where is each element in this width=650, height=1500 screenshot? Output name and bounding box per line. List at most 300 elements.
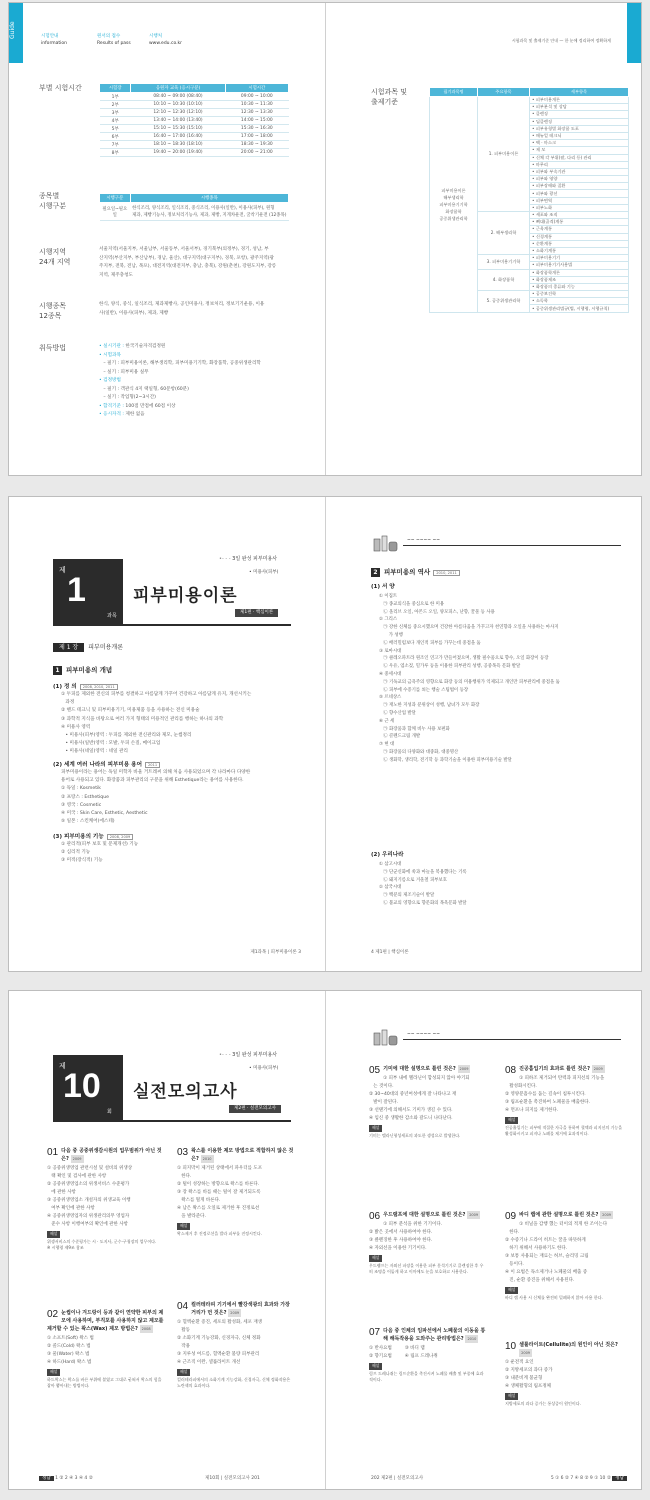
exam-year-badge: 2009 — [72, 1157, 82, 1161]
bullet: • — [532, 240, 536, 246]
detail-item-cell — [530, 240, 629, 247]
question-number: 03 — [177, 1147, 189, 1158]
cosmetics-icon — [371, 533, 401, 553]
chapter-number-box — [53, 1055, 123, 1121]
explanation — [177, 1369, 295, 1390]
page-footer: 202 제2편 | 실전모의고사 — [371, 1476, 424, 1481]
detail-item-cell — [530, 125, 629, 132]
question-text — [505, 1341, 623, 1357]
section-heading — [371, 567, 460, 578]
col-header: 시행구분 — [100, 194, 131, 203]
question-stem: 우드램프에 대한 설명으로 틀린 것은? — [383, 1212, 466, 1218]
table-row — [430, 97, 629, 104]
exam-year-badge: 2009 — [602, 1213, 612, 1217]
table-cell: 한식조리, 양식조리, 일식조리, 중식조리, 이용사(일반), 이용사(피부), 원형 제과, 제빵기능사, 정보처리기능사, 제과, 제빵, 지게차운전, 굴착기운전 (12종목) — [130, 203, 288, 221]
exam-tag: •- - - 3일 완성 피부미용사 — [219, 556, 278, 562]
method-list — [99, 343, 261, 420]
table-cell: 18:10 ~ 18:30 (18:10) — [131, 141, 225, 149]
exam-years: 2008, 2010, 2011 — [80, 684, 118, 690]
bullet: • — [532, 183, 536, 189]
table-row — [100, 101, 289, 109]
bullet: • — [532, 125, 536, 131]
table-cell: 12:10 ~ 12:30 (12:10) — [131, 109, 225, 117]
bullet: • — [532, 283, 536, 289]
bullet: • — [532, 276, 536, 282]
method-value: – 필기 : 피부미용이론, 해부생리학, 피부미용기기학, 화장품학, 공중위생관리학 — [99, 361, 261, 366]
bullet: • — [532, 197, 536, 203]
guide-spread — [8, 2, 642, 476]
ornament-script: ~~ ~~~~ ~~ — [407, 538, 441, 543]
region-text: 서울지역(서울지부, 서울남부, 서울동부, 서울서부), 경기북부(의정부), 경기, 성남, 부 산지역(부산지부, 부산남부), 경남, 울산), 대구지역(대구지부), 경북, 포항), 광주지역(광 주지부, 전북, 전남, 목포), 대전지역(대전지부, 충남, 충북), 강원(춘천), 강원도지부, 강릉 지역, 제주충청도 — [99, 247, 277, 278]
table-row — [100, 149, 289, 157]
detail-item-cell — [530, 298, 629, 305]
answer-options: ① 피부 내에 멜라닌이 합성되지 않아 야기되 는 것이다. ② 30~40대의 중년여성에게 잘 나타나고 재 발이 잘된다. ③ 선탠기에 의해서도 기미가 생길 수 있다. ④ 임신 중 생활한 감소와 갈도니 나타난다. — [369, 1076, 470, 1121]
question-text — [505, 1065, 623, 1073]
method-value: 한국기술자격검정원 — [123, 344, 166, 349]
table-row — [100, 117, 289, 125]
chapter-number: 10 — [63, 1067, 101, 1105]
answer-key-label: 정답 — [612, 1476, 627, 1481]
west-history-text: ① 이집트 ㉠ 종교의식을 중심으로 한 미용 ㉡ 올리브 오일, 아몬드 오일, 양모피스, 난향, 꿀물 등 사용 ② 그리스 ㉠ 강한 신체를 중요시했으며 건강한 아름다움을 가꾸고자 천연향과 오일을 사용하는 마사지 가 성행 ㉡ 배러밀럼보다 개인적 피부를 가꾸는데 중점을 둠 ③ 로마시대 ㉠ 클레오파트라 원조인 연고가 만들어졌으며, 생활 필수품으로 향수, 오일 화장이 등장 ㉡ 우유, 염소젖, 밀가루 등을 이용한 피부관리 성행, 공중목욕 문화 발달 ④ 중세시대 ㉠ 기독교의 금욕주의 영향으로 화장 등의 미용행위가 억제되고 개인만 피부관리에 중점을 둠 ㉡ 피부에 수증기를 쐬는 행술 스팀법이 등장 ⑤ 르네상스 ㉠ 재노한 지성과 분위상이 성행, 남녀가 모두 화장 ㉡ 향수산업 발달 ⑥ 근 세 ㉠ 화장품과 함께 비누 사용 보편화 ㉡ 콜렌드크림 개발 ⑦ 현 대 ㉠ 화장품의 다양화와 대중화, 대중명산 ㉡ 생화학, 생리학, 전기학 등 과학기술을 이용한 피부미용기술 발달 — [379, 594, 560, 763]
part-tag: 제2편 · 실전모의고사 — [229, 1105, 281, 1113]
answer-options: ① 피지막이 제거된 상태에서 파우더를 도포 한다. ② 털이 성장하는 방향으로 왁스를 바른다. ③ 장 왁스를 바를 때는 털이 잘 제거되도록 왁스를 떨게 바른다. ④ 남은 왁스를 오일로 제거한 후 진정로션 을 발라준다. — [177, 1166, 263, 1219]
part-tag: 제1편 · 핵심이론 — [235, 609, 278, 617]
explanation-label: 해설 — [369, 1255, 382, 1262]
detail-item-text: 팩 · 마스크 — [535, 140, 556, 146]
answer-options: ① 혈액순환 증진, 세포의 활성화, 세포 재생 활동 ② 소화기계 기능강화, 신경자극, 신체 정화 작용 ③ 지루성 여드름, 혈액순환 불량 피부관리 ④ 근조직 이완, 셀룰라이트 개선 — [177, 1320, 263, 1365]
table-cell: 09:00 ~ 10:00 — [225, 93, 288, 101]
method-item — [99, 386, 261, 395]
sub-tag-text: 미용사(피부) — [253, 570, 279, 575]
detail-item-cell — [530, 147, 629, 154]
method-key: • 합격기준 : — [99, 403, 124, 409]
subsection-title: (1) 정 의 — [53, 684, 77, 690]
sub-tag: • 미용사(피부) — [249, 1066, 279, 1071]
subsection-title: (3) 피부미용의 기능 — [53, 834, 104, 840]
exam-year-badge: 2008 — [141, 1327, 151, 1331]
answer-key-values: 1 ② 2 ④ 3 ④ 4 ② — [55, 1476, 93, 1481]
table-cell: 8부 — [100, 149, 131, 157]
question — [505, 1341, 623, 1407]
explanation — [505, 1393, 623, 1407]
main-item-cell: 5. 공중위생관리학 — [478, 291, 530, 313]
bullet: • — [532, 298, 536, 304]
explanation — [47, 1369, 165, 1390]
guide-tab: Guide — [9, 3, 23, 63]
detail-item-text: 신경계통 — [535, 233, 552, 239]
bullet: • — [532, 168, 536, 174]
section-number: 1 — [53, 666, 62, 675]
chapter-title: 실전모의고사 — [133, 1082, 238, 1101]
chapter-label-box: 제 1 장 — [53, 643, 84, 652]
detail-item-cell — [530, 111, 629, 118]
method-value: 제한 없음 — [123, 412, 145, 417]
question-text — [369, 1211, 487, 1219]
method-item — [99, 343, 261, 352]
bullet: • — [532, 118, 536, 124]
detail-item-text: 피부면역 — [535, 197, 552, 203]
method-item — [99, 403, 261, 412]
detail-item-cell — [530, 291, 629, 298]
col-header: 시험장 — [100, 84, 131, 93]
detail-item-text: 화장품제조 — [535, 276, 557, 282]
explanation-text: 림프 드레나쥐는 림프순환을 촉진시켜 노폐물 배출 및 부종에 효과적이다. — [369, 1370, 484, 1382]
explanation-text: 왁스제거 후 진정로션을 발라 피부를 진정시킨다. — [177, 1230, 262, 1236]
method-key: • 검정방법 — [99, 378, 121, 383]
chapter-je: 제 — [59, 566, 66, 574]
answer-key-left — [39, 1475, 93, 1481]
question — [177, 1301, 295, 1390]
explanation — [47, 1231, 165, 1252]
detail-item-cell — [530, 176, 629, 183]
detail-item-text: 화장품학개론 — [535, 269, 561, 275]
method-item — [99, 411, 261, 420]
question-stem: 눈썹이나 겨드랑이 등과 같이 연약한 피부의 제모에 사용하며, 부직포를 사용하지 않고 제모를 제거할 수 있는 왁스(Wax) 제모 방법은? — [47, 1310, 164, 1332]
detail-item-cell — [530, 161, 629, 168]
header-title: 시험안내 — [41, 34, 59, 39]
detail-item-cell — [530, 132, 629, 139]
subsection-heading: (1) 서 양 — [371, 584, 395, 590]
chapter-label — [53, 643, 123, 653]
type-table — [99, 193, 289, 221]
bullet: • — [532, 305, 536, 311]
detail-item-cell — [530, 255, 629, 262]
explanation-label: 해설 — [369, 1125, 382, 1132]
question-number: 04 — [177, 1301, 189, 1312]
bullet: • — [532, 291, 536, 297]
function-text: ① 관리적(피부 보호 및 문제개선) 기능 ② 심리적 기능 ③ 미적(장식적) 기능 — [61, 842, 139, 864]
detail-item-text: 피부유형별 화장품 도포 — [535, 125, 579, 131]
header-site — [149, 33, 182, 47]
section-type-heading: 종목별 시행구분 — [39, 192, 67, 210]
detail-item-cell — [530, 305, 629, 312]
explanation-text: 하드왁스는 왁스를 바른 부위에 붙였고 그대로 굳혀서 왁스의 힘을 잡아 뽑아내는 방법이다. — [47, 1376, 163, 1388]
table-row — [100, 133, 289, 141]
detail-item-text: 공중보건학 — [535, 291, 557, 297]
detail-item-cell — [530, 269, 629, 276]
bullet: • — [532, 204, 536, 210]
subsection-heading: (2) 우리나라 — [371, 852, 404, 858]
detail-item-text: 피부장애와 질환 — [535, 183, 566, 189]
method-item — [99, 377, 261, 386]
detail-item-cell — [530, 154, 629, 161]
explanation-label: 해설 — [47, 1369, 60, 1376]
table-cell: 17:00 ~ 18:00 — [225, 133, 288, 141]
subject-name-cell: 피부미용이론 해부생리학 피부미용기기학 화장품학 공중위생관리학 — [430, 97, 478, 313]
explanation — [369, 1363, 487, 1384]
question-text — [177, 1301, 295, 1317]
bullet: • — [532, 226, 536, 232]
answer-options: ① 피하조 제거되어 탄력과 피지선의 기능을 활성화시킨다. ② 영양분흡수를 돕는 길속이 침투시킨다. ③ 림프순환을 촉진하여 노폐물을 배출한다. ④ 면포나 피지를 제거한다. — [505, 1076, 605, 1113]
page-gutter — [325, 991, 326, 1489]
bullet: • — [532, 176, 536, 182]
detail-item-cell — [530, 204, 629, 211]
method-item — [99, 394, 261, 403]
detail-item-cell — [530, 104, 629, 111]
answer-options: ① 반사요법 ③ 바디 랩 ② 향기요법 ④ 림프 드레나쥐 — [369, 1346, 438, 1359]
definition-text: ① 두피를 제외한 전신의 피부를 청결하고 아름답게 가꾸어 건강하고 아름답게 유지, 개선시키는 과정 ② 핸드 테크닉 및 피부미용기기, 미용제품 등을 사용하는 전신 미용술 ③ 과학적 지식을 바탕으로 여러 가지 형태의 미용적인 관리를 행하는 하나의 과학 ④ 미용사 영역 • 미용사(피부)영역 : 두피를 제외한 전신관리와 제모, 눈썹정리 • 미용사(일반)영역 : 모발, 두피 손질, 메이크업 • 미용사(네일)영역 : 네일 관리 — [61, 692, 252, 755]
method-item — [99, 369, 261, 378]
col-header: 필기과목명 — [430, 88, 478, 97]
table-cell: 14:00 ~ 15:00 — [225, 117, 288, 125]
col-header: 시험시간 — [225, 84, 288, 93]
method-value: 100점 만점에 60점 이상 — [123, 403, 176, 409]
header-title: 원서의 접수 — [97, 34, 121, 39]
bullet: • — [532, 255, 536, 261]
table-cell: 7부 — [100, 141, 131, 149]
ornament-script: ~~ ~~~~ ~~ — [407, 1032, 441, 1037]
method-value: – 필기 : 객관식 4지 택일형, 60문항(60분) — [99, 386, 189, 392]
answer-options: ① 운전적 요인 ② 지방세포의 과다 증가 ③ 내분비계 불균형 ④ 생체활형의 림프정체 — [505, 1360, 553, 1389]
question-number: 01 — [47, 1147, 59, 1158]
exam-years: 2010, 2011 — [433, 570, 460, 576]
table-cell: 4부 — [100, 117, 131, 125]
exam-year-badge: 2010 — [467, 1337, 477, 1341]
explanation — [369, 1255, 487, 1276]
detail-item-text: 뼈대(골격)계통 — [535, 219, 564, 225]
detail-item-cell — [530, 168, 629, 175]
right-tab-bar — [627, 3, 641, 63]
question-text — [369, 1327, 487, 1343]
table-cell: 10:30 ~ 11:30 — [225, 101, 288, 109]
col-header: 응원자 교육 (응시구분) — [131, 84, 225, 93]
question-stem: 바디 랩에 관한 설명으로 틀린 것은? — [519, 1212, 599, 1218]
bullet: • — [532, 262, 536, 268]
exam-years: 2011 — [145, 762, 160, 768]
table-row — [100, 93, 289, 101]
main-item-cell: 4. 화장품학 — [478, 269, 530, 291]
main-item-cell: 3. 피부미용기기학 — [478, 255, 530, 269]
question-number: 05 — [369, 1065, 381, 1076]
bullet: • — [532, 133, 536, 139]
answer-options: ① 공중위생영업 관련시설 및 설비의 위생상 태 확인 및 검사에 관한 사항 ② 공중위생영업소의 위생서비스 수준평가 에 관한 사항 ③ 공중위생영업소 개설자의 위생교육 이행 여부 확인에 관한 사항 ④ 공중위생영업자의 위생관리의무 영업자 준수 사항 이행여부의 확인에 관한 사항 — [47, 1166, 133, 1227]
chapter1-spread — [8, 496, 642, 972]
table-cell: 20:00 ~ 21:00 — [225, 149, 288, 157]
explanation — [177, 1223, 295, 1237]
table-cell: 3부 — [100, 109, 131, 117]
method-value: – 실기 : 피부미용 실무 — [99, 369, 149, 375]
question — [177, 1147, 295, 1237]
question-stem: 다음 중 공중위생감시원의 업무범위가 아닌 것은? — [61, 1148, 162, 1162]
detail-item-text: 소독학 — [535, 298, 548, 304]
cosmetics-icon — [371, 1027, 401, 1047]
header-sub: information — [41, 41, 67, 46]
table-cell: 15:30 ~ 16:30 — [225, 125, 288, 133]
answer-options: ① 피부 분석을 위한 기기이다. ② 밝은 곳에서 사용하여야 한다. ③ 클렌징한 후 사용하여야 한다. ④ 자외선을 이용한 기기이다. — [369, 1222, 443, 1251]
detail-item-text: 화장품의 종류와 기능 — [535, 283, 575, 289]
method-key: • 시험과목 — [99, 352, 121, 358]
section-title: 피부미용의 개념 — [66, 666, 113, 674]
bullet: • — [532, 104, 536, 110]
question-number: 09 — [505, 1211, 517, 1222]
page-footer: 4 제1편 | 핵심이론 — [371, 950, 409, 955]
explanation-text: 진공흡입기는 피부에 적절한 자극을 통하여 혈액과 피지선의 기능을 활성화시키고 피지나 노폐물 제거에 효과적이다. — [505, 1124, 624, 1136]
question — [369, 1327, 487, 1384]
bullet: • — [532, 269, 536, 275]
table-row — [100, 125, 289, 133]
question-stem: 진공흡입기의 효과로 틀린 것은? — [519, 1066, 591, 1072]
page-ornament — [371, 533, 621, 553]
question-number: 08 — [505, 1065, 517, 1076]
chapter-number-box — [53, 559, 123, 625]
explanation-label: 해설 — [47, 1231, 60, 1238]
detail-item-cell — [530, 190, 629, 197]
detail-item-text: 순환계통 — [535, 240, 552, 246]
table-row — [100, 141, 289, 149]
question-text — [47, 1147, 165, 1163]
exam-year-badge: 2009 — [469, 1213, 479, 1217]
sub-tag-text: 미용사(피부) — [253, 1066, 279, 1071]
explanation-text: 컬러테라피에서의 소화기계 기능강화, 신경자극, 신체 정화작용은 노란색의 효과이다. — [177, 1376, 292, 1388]
col-header: 주요항목 — [478, 88, 530, 97]
detail-item-cell — [530, 140, 629, 147]
header-pass — [97, 33, 131, 47]
method-item — [99, 352, 261, 361]
header-sub: www.edu.co.kr — [149, 41, 183, 46]
header-title: 시행처 — [149, 34, 163, 39]
explanation-text: 지방세포의 과다 증가는 통상증이 원인이다. — [505, 1400, 581, 1406]
detail-item-cell — [530, 247, 629, 254]
sub-tag: • 미용사(피부) — [249, 570, 279, 575]
detail-item-text: 피부분석 및 상담 — [535, 104, 567, 110]
detail-item-text: 근육계통 — [535, 226, 552, 232]
detail-item-text: 피부와 부속기관 — [535, 168, 566, 174]
exam-year-badge: 2009 — [593, 1067, 603, 1071]
detail-item-cell — [530, 233, 629, 240]
detail-item-cell — [530, 262, 629, 269]
exam-tag-text: 3일 완성 피부미용사 — [232, 1052, 278, 1058]
detail-item-text: 피부미용기기사용법 — [535, 262, 573, 268]
explanation-text: 기미는 멜라닌형성세포의 과도한 생성으로 발생한다. — [369, 1132, 461, 1138]
detail-item-text: 소화기계통 — [535, 248, 557, 254]
question — [369, 1211, 487, 1276]
explanation — [505, 1287, 623, 1301]
answer-key-values: 5 ① 6 ② 7 ④ 8 ② 9 ① 10 ② — [550, 1476, 611, 1481]
question — [369, 1065, 487, 1139]
bullet: • — [532, 147, 536, 153]
page-gutter — [325, 497, 326, 971]
bullet: • — [532, 97, 536, 103]
detail-item-cell — [530, 212, 629, 219]
question-stem: 기미에 대한 설명으로 틀린 것은? — [383, 1066, 456, 1072]
subsection-title: (2) 세계 여러 나라의 피부미용 용어 — [53, 762, 142, 768]
explanation-label: 해설 — [505, 1287, 518, 1294]
detail-item-text: 신체 각 부위(팔, 다리 등) 관리 — [535, 154, 592, 160]
header-sub: Results of pass — [97, 41, 131, 46]
detail-item-cell — [530, 276, 629, 283]
bullet: • — [532, 154, 536, 160]
answer-options: ① 소프트(Soft) 왁스 법 ② 콜드(Cold) 왁스 법 ③ 물(Water) 왁스 법 ④ 하드(Hard) 왁스 법 — [47, 1336, 94, 1365]
world-terms-text: 피부미용이라는 용어는 독일 미학자 바울 거트레씨 의해 처음 사용되었으며 각 나라마다 다양한 용어로 사용되고 있다. 화장품과 피부관리의 구분을 위해 Esthetique라는 용어를 사용한다. ① 독일 : Kosmetik ② 프랑스 : Esthetique ③ 영국 : Cosmetic ④ 미국 : Skin Care, Esthetic, Aesthetic ⑤ 일본 : 스킨케어(에스테) — [61, 770, 251, 825]
answer-key-right — [551, 1475, 627, 1481]
method-key: • 실시기관 : — [99, 344, 124, 349]
question — [47, 1309, 165, 1390]
question — [505, 1211, 623, 1301]
method-value: – 실기 : 작업형(2~3시간) — [99, 395, 156, 400]
time-table — [99, 83, 289, 157]
question-stem: 컬러테라피 기기에서 빨강색광의 효과와 가장 거리가 먼 것은? — [191, 1302, 290, 1316]
detail-item-cell — [530, 118, 629, 125]
section-title: 피부미용의 역사 — [384, 568, 431, 576]
section-number: 2 — [371, 568, 380, 577]
explanation-text: 우드램프는 자외선 파장을 이용한 피부 분석기기로 클렌징한 후 우히 조명을 어둡게 하고 이마에도 눈을 보호하고 사용한다. — [369, 1262, 484, 1274]
page-footer: 제10회 | 실전모의고사 201 — [205, 1476, 260, 1481]
col-header: 세부항목 — [530, 88, 629, 97]
chapter-label-text: 피부미용개론 — [88, 644, 124, 651]
question-text — [47, 1309, 165, 1333]
exam-tag-text: 3일 완성 피부미용사 — [232, 556, 278, 562]
section-method-heading: 취득방법 — [39, 344, 67, 352]
table-cell: 16:40 ~ 17:00 (16:40) — [131, 133, 225, 141]
explanation-label: 해설 — [505, 1117, 518, 1124]
detail-item-text: 마무리 — [535, 161, 548, 167]
question-text — [369, 1065, 487, 1073]
table-cell: 6부 — [100, 133, 131, 141]
table-cell: 2부 — [100, 101, 131, 109]
bullet: • — [532, 233, 536, 239]
page-ornament — [371, 1027, 621, 1047]
question-number: 07 — [369, 1327, 381, 1338]
bullet: • — [532, 219, 536, 225]
bullet: • — [532, 161, 536, 167]
table-cell: 1부 — [100, 93, 131, 101]
answer-key-label: 정답 — [39, 1476, 54, 1481]
explanation — [369, 1125, 487, 1139]
chapter-rule — [53, 624, 291, 626]
detail-item-text: 세포와 조직 — [535, 212, 558, 218]
detail-item-cell — [530, 219, 629, 226]
chapter-je: 제 — [59, 1062, 66, 1070]
detail-item-cell — [530, 226, 629, 233]
section-subjects-heading: 시험과목 및 출제기준 — [371, 88, 408, 106]
explanation-label: 해설 — [505, 1393, 518, 1400]
table-cell: 19:40 ~ 20:00 (19:40) — [131, 149, 225, 157]
detail-item-text: 클렌징 — [535, 111, 548, 117]
explanation-text: 바디 랩 사용 시 신체를 완전히 밀폐하지 않아 사용 한다. — [505, 1294, 603, 1300]
chapter-unit: 과목 — [107, 613, 117, 619]
table-cell: 15:10 ~ 15:30 (15:10) — [131, 125, 225, 133]
page-gutter — [325, 3, 326, 475]
table-cell: 18:30 ~ 19:30 — [225, 141, 288, 149]
explanation — [505, 1117, 623, 1138]
detail-item-text: 공중위생관리법규(법, 시행령, 시행규칙) — [535, 305, 610, 311]
method-item — [99, 360, 261, 369]
section-items-heading: 시행종목 12종목 — [39, 302, 67, 320]
exam-tag: •- - - 3일 완성 피부미용사 — [219, 1052, 278, 1058]
question-text — [177, 1147, 295, 1163]
question-text — [505, 1211, 623, 1219]
explanation-text: 위생서비스의 수준평가는 시 · 도지사, 군수·구청장의 업무이다. ※ 시행령 제9조 참조 — [47, 1238, 157, 1250]
detail-item-text: 피부와 광선 — [535, 190, 558, 196]
header-right-note: 시험과목 및 출제기준 안내 — 한 눈에 정리하여 정확하게 — [511, 38, 611, 43]
question-number: 06 — [369, 1211, 381, 1222]
detail-item-cell — [530, 197, 629, 204]
table-cell: 13:40 ~ 14:00 (13:40) — [131, 117, 225, 125]
explanation-label: 해설 — [177, 1223, 190, 1230]
detail-item-text: 피부와 영양 — [535, 176, 558, 182]
detail-item-cell — [530, 97, 629, 104]
exam-year-badge: 2009 — [521, 1351, 531, 1355]
section-time-heading: 부별 시험시간 — [39, 84, 82, 92]
table-row — [100, 109, 289, 117]
question-stem: 다음 중 인체의 임파선에서 노폐물의 이동을 통해 해독작용을 도와주는 관리방법은? — [383, 1328, 486, 1342]
section-heading — [53, 665, 112, 675]
detail-item-text: 딥클렌징 — [535, 118, 552, 124]
bullet: • — [532, 140, 536, 146]
detail-item-text: 매뉴얼 테크닉 — [535, 133, 562, 139]
items-text: 한식, 양식, 중식, 일식조리, 제과제빵사, 공인미용사, 정보처리, 정보기기운용, 이용 사(일반), 이용사(피부), 제과, 제빵 — [99, 302, 265, 316]
question-stem: 왁스를 이용한 제모 방법으로 적합하지 않은 것은? — [191, 1148, 294, 1162]
